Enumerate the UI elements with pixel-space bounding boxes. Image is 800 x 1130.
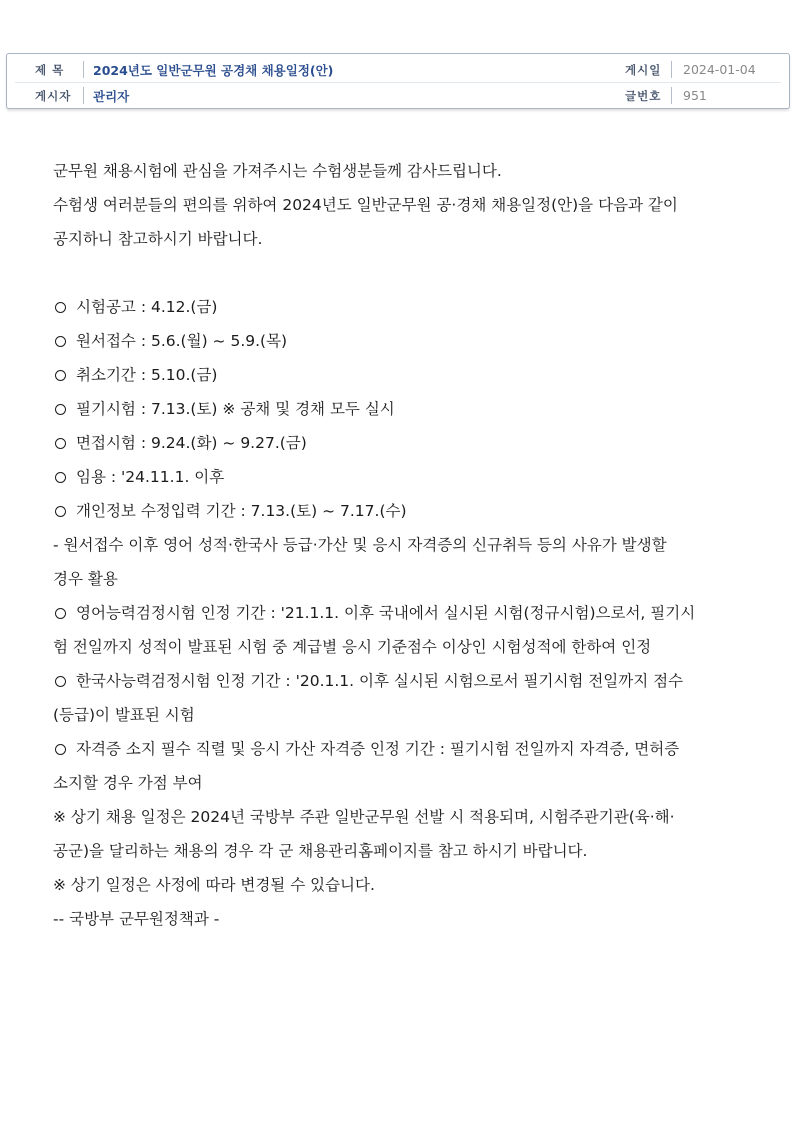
note-line: ※ 상기 채용 일정은 2024년 국방부 주관 일반군무원 선발 시 적용되며, 시험주관기관(육·해· bbox=[53, 808, 675, 826]
post-author: 관리자 bbox=[93, 88, 130, 104]
schedule-text: 임용 : '24.11.1. 이후 bbox=[76, 468, 225, 486]
divider bbox=[671, 87, 672, 104]
circle-bullet-icon bbox=[55, 302, 66, 313]
circle-bullet-icon bbox=[55, 608, 66, 619]
info-note-line: 경우 활용 bbox=[53, 570, 118, 588]
title-label: 제 목 bbox=[35, 62, 65, 77]
schedule-item bbox=[53, 494, 753, 528]
license-criteria-cont: 소지할 경우 가점 부여 bbox=[53, 774, 203, 792]
signature: -- 국방부 군무원정책과 - bbox=[53, 910, 220, 928]
schedule-item bbox=[53, 324, 753, 358]
schedule-text: 개인정보 수정입력 기간 : 7.13.(토) ~ 7.17.(수) bbox=[76, 502, 407, 520]
circle-bullet-icon bbox=[55, 370, 66, 381]
schedule-item bbox=[53, 392, 753, 426]
post-header bbox=[6, 53, 790, 109]
circle-bullet-icon bbox=[55, 506, 66, 517]
circle-bullet-icon bbox=[55, 676, 66, 687]
english-text: 영어능력검정시험 인정 기간 : '21.1.1. 이후 국내에서 실시된 시험(정규시험)으로서, 필기시 bbox=[76, 604, 696, 622]
intro-line: 수험생 여러분들의 편의를 위하여 2024년도 일반군무원 공·경채 채용일정(안)을 다음과 같이 bbox=[53, 196, 678, 214]
divider bbox=[83, 87, 84, 104]
post-date: 2024-01-04 bbox=[683, 62, 756, 77]
number-label: 글번호 bbox=[625, 88, 662, 103]
history-criteria-cont: (등급)이 발표된 시험 bbox=[53, 706, 195, 724]
info-note-line: - 원서접수 이후 영어 성적·한국사 등급·가산 및 응시 자격증의 신규취득 등의 사유가 발생할 bbox=[53, 536, 667, 554]
schedule-text: 면접시험 : 9.24.(화) ~ 9.27.(금) bbox=[76, 434, 307, 452]
header-row-title bbox=[7, 56, 789, 83]
schedule-item bbox=[53, 358, 753, 392]
schedule-text: 시험공고 : 4.12.(금) bbox=[76, 298, 218, 316]
license-criteria bbox=[53, 732, 753, 766]
post-number: 951 bbox=[683, 88, 707, 103]
post-body bbox=[53, 154, 753, 936]
divider bbox=[83, 61, 84, 78]
divider bbox=[671, 61, 672, 78]
post-title: 2024년도 일반군무원 공경채 채용일정(안) bbox=[93, 62, 334, 78]
history-text: 한국사능력검정시험 인정 기간 : '20.1.1. 이후 실시된 시험으로서 필기시험 전일까지 점수 bbox=[76, 672, 684, 690]
circle-bullet-icon bbox=[55, 472, 66, 483]
history-criteria bbox=[53, 664, 753, 698]
circle-bullet-icon bbox=[55, 438, 66, 449]
intro-line: 공지하니 참고하시기 바랍니다. bbox=[53, 230, 263, 248]
schedule-item bbox=[53, 460, 753, 494]
schedule-item bbox=[53, 426, 753, 460]
header-row-author bbox=[7, 82, 789, 109]
schedule-text: 취소기간 : 5.10.(금) bbox=[76, 366, 218, 384]
license-text: 자격증 소지 필수 직렬 및 응시 가산 자격증 인정 기간 : 필기시험 전일까지 자격증, 면허증 bbox=[76, 740, 680, 758]
schedule-item bbox=[53, 290, 753, 324]
schedule-text: 필기시험 : 7.13.(토) ※ 공채 및 경채 모두 실시 bbox=[76, 400, 395, 418]
circle-bullet-icon bbox=[55, 404, 66, 415]
english-criteria bbox=[53, 596, 753, 630]
spacer bbox=[53, 256, 753, 290]
note-line: 공군)을 달리하는 채용의 경우 각 군 채용관리홈페이지를 참고 하시기 바랍니다. bbox=[53, 842, 588, 860]
schedule-text: 원서접수 : 5.6.(월) ~ 5.9.(목) bbox=[76, 332, 288, 350]
date-label: 게시일 bbox=[625, 62, 662, 77]
circle-bullet-icon bbox=[55, 744, 66, 755]
intro-line: 군무원 채용시험에 관심을 가져주시는 수험생분들께 감사드립니다. bbox=[53, 162, 502, 180]
circle-bullet-icon bbox=[55, 336, 66, 347]
note-line: ※ 상기 일정은 사정에 따라 변경될 수 있습니다. bbox=[53, 876, 375, 894]
author-label: 게시자 bbox=[35, 88, 72, 103]
english-criteria-cont: 험 전일까지 성적이 발표된 시험 중 계급별 응시 기준점수 이상인 시험성적에 한하여 인정 bbox=[53, 638, 652, 656]
